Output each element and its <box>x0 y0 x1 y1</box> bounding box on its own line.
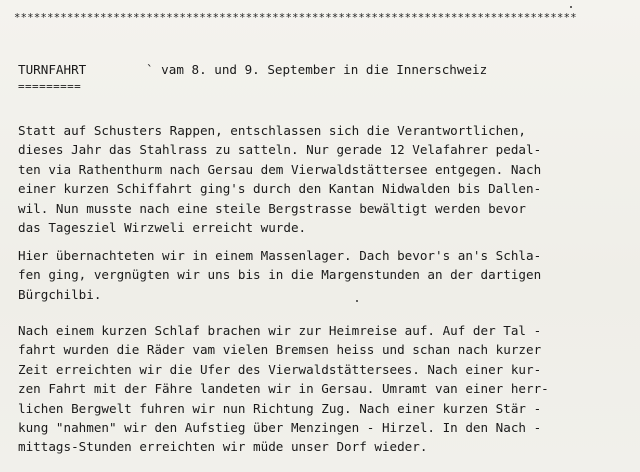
paragraph-line: einer kurzen Schiffahrt ging's durch den Kantan Nidwalden bis Dallen- <box>18 181 542 197</box>
heading-underline: ========= <box>18 80 82 93</box>
paragraph-line: mittags-Stunden erreichten wir müde unser Dorf wieder. <box>18 439 428 455</box>
paragraph-1 <box>18 121 626 237</box>
paragraph-line: wil. Nun musste nach eine steile Bergstrasse bewältigt werden bevor <box>18 200 526 216</box>
ink-speck <box>570 6 572 8</box>
paragraph-line: Nach einem kurzen Schlaf brachen wir zur Heimreise auf. Auf der Tal - <box>18 323 542 338</box>
paragraph-line: ten via Rathenthurm nach Gersau dem Vierwaldstättersee entgegen. Nach <box>18 161 542 177</box>
paragraph-2 <box>18 246 626 304</box>
paragraph-line: dieses Jahr das Stahlrass zu satteln. Nur gerade 12 Velafahrer pedal- <box>18 142 542 158</box>
paragraph-line: Bürgchilbi. <box>18 286 102 302</box>
paragraph-line: fahrt wurden die Räder vam vielen Bremsen heiss und schan nach kurzer <box>18 342 542 358</box>
heading-title: TURNFAHRT <box>18 62 87 77</box>
ink-speck <box>356 300 358 302</box>
paragraph-line: Statt auf Schusters Rappen, entschlassen sich die Verantwortlichen, <box>18 123 526 138</box>
separator-stars: ************************************************************************************* <box>14 12 577 24</box>
paragraph-line: zen Fahrt mit der Fähre landeten wir in Gersau. Umramt van einer herr- <box>18 381 549 397</box>
paragraph-line: fen ging, vergnügten wir uns bis in die Margenstunden an der dartigen <box>18 267 542 283</box>
paragraph-line: lichen Bergwelt fuhren wir nun Richtung Zug. Nach einer kurzen Stär - <box>18 400 542 416</box>
paragraph-line: Zeit erreichten wir die Ufer des Vierwaldstättersees. Nach einer kur- <box>18 361 542 377</box>
heading-subtitle: ` vam 8. und 9. September in die Innerschweiz <box>146 62 488 77</box>
paragraph-line: kung "nahmen" wir den Aufstieg über Menzingen - Hirzel. In den Nach - <box>18 420 542 436</box>
paragraph-line: das Tagesziel Wirzweli erreicht wurde. <box>18 220 307 236</box>
heading-row <box>18 62 628 77</box>
paragraph-3 <box>18 321 626 457</box>
paragraph-line: Hier übernachteten wir in einem Massenlager. Dach bevor's an's Schla- <box>18 248 542 263</box>
